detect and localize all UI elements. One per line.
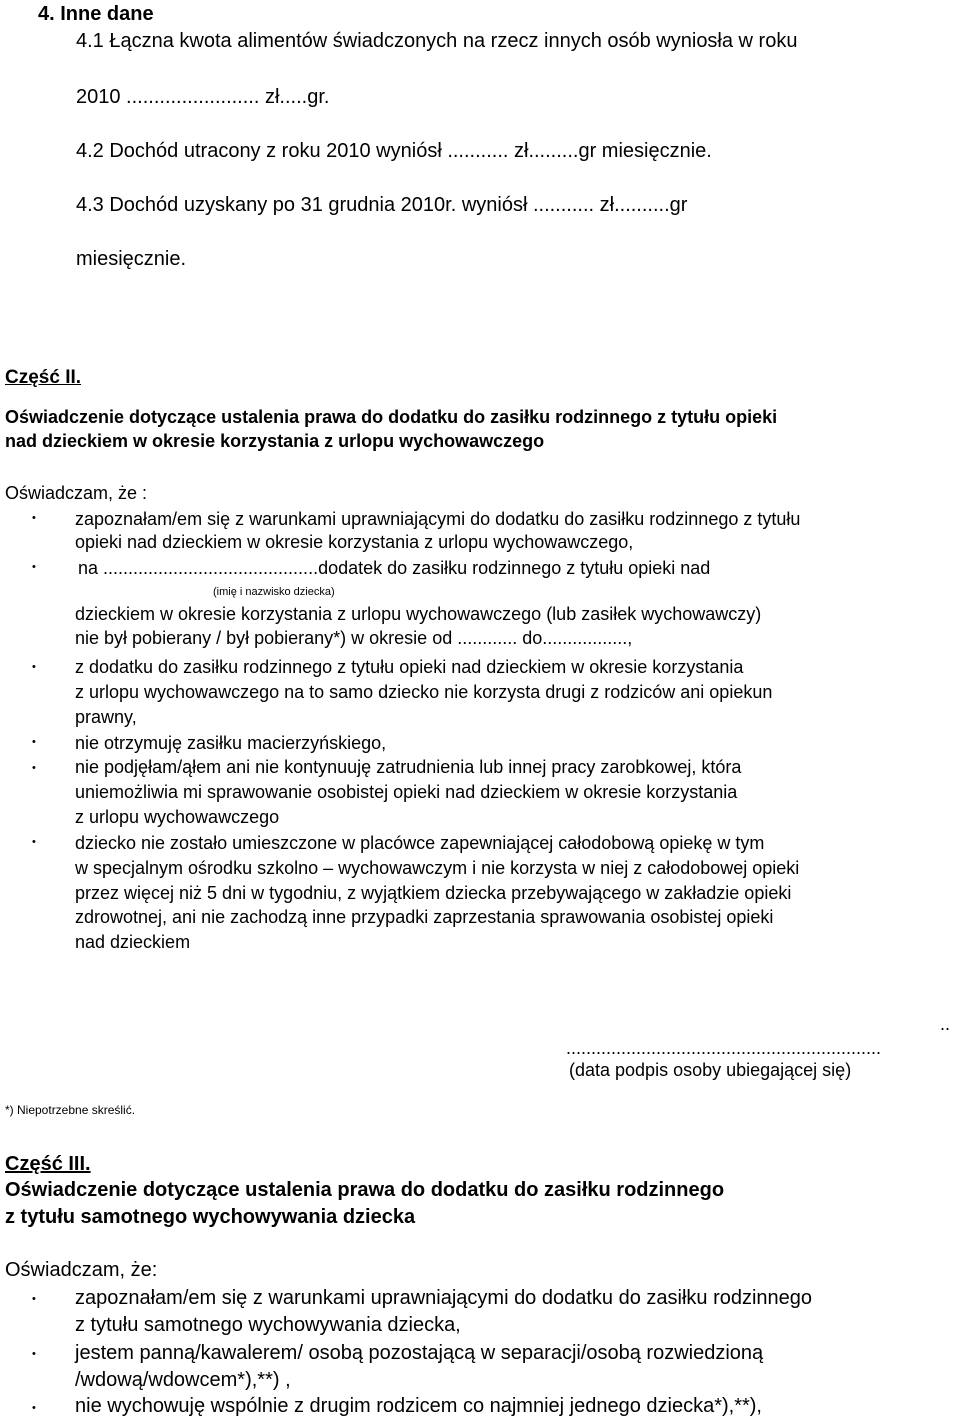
section-4-2: 4.2 Dochód utracony z roku 2010 wyniósł ........... zł.........gr miesięcznie. [76,140,712,162]
part-2-bullet-6-line3: przez więcej niż 5 dni w tygodniu, z wyjątkiem dziecka przebywającego w zakładzie opieki [75,883,792,903]
part-3-bullet-1-line2: z tytułu samotnego wychowywania dziecka, [75,1314,461,1336]
bullet-marker: • [32,661,36,673]
signature-dots-short: .. [940,1014,951,1034]
bullet-marker: • [32,1293,36,1305]
child-name-caption: (imię i nazwisko dziecka) [213,586,335,598]
part-2-bullet-4: nie otrzymuję zasiłku macierzyńskiego, [75,733,387,753]
part-3-title-line2: z tytułu samotnego wychowywania dziecka [5,1206,416,1228]
signature-caption: (data podpis osoby ubiegającej się) [569,1060,852,1080]
part-3-bullet-3-line1: nie wychowuję wspólnie z drugim rodzicem co najmniej jednego dziecka*),**), [75,1395,762,1417]
bullet-marker: • [32,1348,36,1360]
part-3-label: Część III. [5,1153,91,1175]
part-3-bullet-2-line1: jestem panną/kawalerem/ osobą pozostającą w separacji/osobą rozwiedzioną [75,1342,764,1364]
part-2-bullet-3-line2: z urlopu wychowawczego na to samo dziecko nie korzysta drugi z rodziców ani opiekun [75,682,773,702]
part-2-bullet-1-line2: opieki nad dzieckiem w okresie korzystania z urlopu wychowawczego, [75,532,634,552]
part-3-bullet-2-line2: /wdową/wdowcem*),**) , [75,1369,291,1391]
bullet-marker: • [32,1402,36,1414]
part-3-intro: Oświadczam, że: [5,1259,158,1281]
bullet-marker: • [32,836,36,848]
part-2-bullet-2-line1: na ...........................................dodatek do zasiłku rodzinnego z tytułu opieki nad [78,558,711,578]
part-2-intro: Oświadczam, że : [5,483,148,503]
bullet-marker: • [32,762,36,774]
part-2-title-line2: nad dzieckiem w okresie korzystania z urlopu wychowawczego [5,431,545,451]
part-2-label: Część II. [5,367,82,388]
part-2-bullet-2-line3: nie był pobierany / był pobierany*) w okresie od ............ do................., [75,628,633,648]
section-4-3-line1: 4.3 Dochód uzyskany po 31 grudnia 2010r. wyniósł ........... zł..........gr [76,194,688,216]
footnote: *) Niepotrzebne skreślić. [5,1103,136,1117]
section-4-3-line2: miesięcznie. [76,248,187,270]
part-2-bullet-5-line1: nie podjęłam/ąłem ani nie kontynuuję zatrudnienia lub innej pracy zarobkowej, która [75,757,742,777]
part-2-bullet-6-line1: dziecko nie zostało umieszczone w placówce zapewniającej całodobową opiekę w tym [75,833,765,853]
bullet-marker: • [32,736,36,748]
part-2-bullet-6-line4: zdrowotnej, ani nie zachodzą inne przypadki zaprzestania sprawowania osobistej opieki [75,907,774,927]
part-3-bullet-1-line1: zapoznałam/em się z warunkami uprawniającymi do dodatku do zasiłku rodzinnego [75,1287,813,1309]
part-2-bullet-3-line1: z dodatku do zasiłku rodzinnego z tytułu opieki nad dzieckiem w okresie korzystania [75,657,744,677]
part-2-bullet-2-line2: dzieckiem w okresie korzystania z urlopu wychowawczego (lub zasiłek wychowawczy) [75,604,762,624]
part-2-title-line1: Oświadczenie dotyczące ustalenia prawa do dodatku do zasiłku rodzinnego z tytułu opieki [5,407,778,427]
part-2-bullet-3-line3: prawny, [75,707,137,727]
part-2-bullet-5-line2: uniemożliwia mi sprawowanie osobistej opieki nad dzieckiem w okresie korzystania [75,782,738,802]
section-4-heading: 4. Inne dane [38,3,154,25]
part-2-bullet-5-line3: z urlopu wychowawczego [75,807,280,827]
section-4-1-line2: 2010 ........................ zł.....gr. [76,86,330,108]
part-2-bullet-6-line5: nad dzieckiem [75,932,191,952]
bullet-marker: • [32,512,36,524]
part-3-title-line1: Oświadczenie dotyczące ustalenia prawa do dodatku do zasiłku rodzinnego [5,1179,725,1201]
bullet-marker: • [32,561,36,573]
section-4-1-line1: 4.1 Łączna kwota alimentów świadczonych na rzecz innych osób wyniosła w roku [76,30,798,52]
signature-line: ............................................................... [566,1038,882,1058]
part-2-bullet-6-line2: w specjalnym ośrodku szkolno – wychowawczym i nie korzysta w niej z całodobowej opieki [75,858,800,878]
part-2-bullet-1-line1: zapoznałam/em się z warunkami uprawniającymi do dodatku do zasiłku rodzinnego z tytułu [75,509,801,529]
